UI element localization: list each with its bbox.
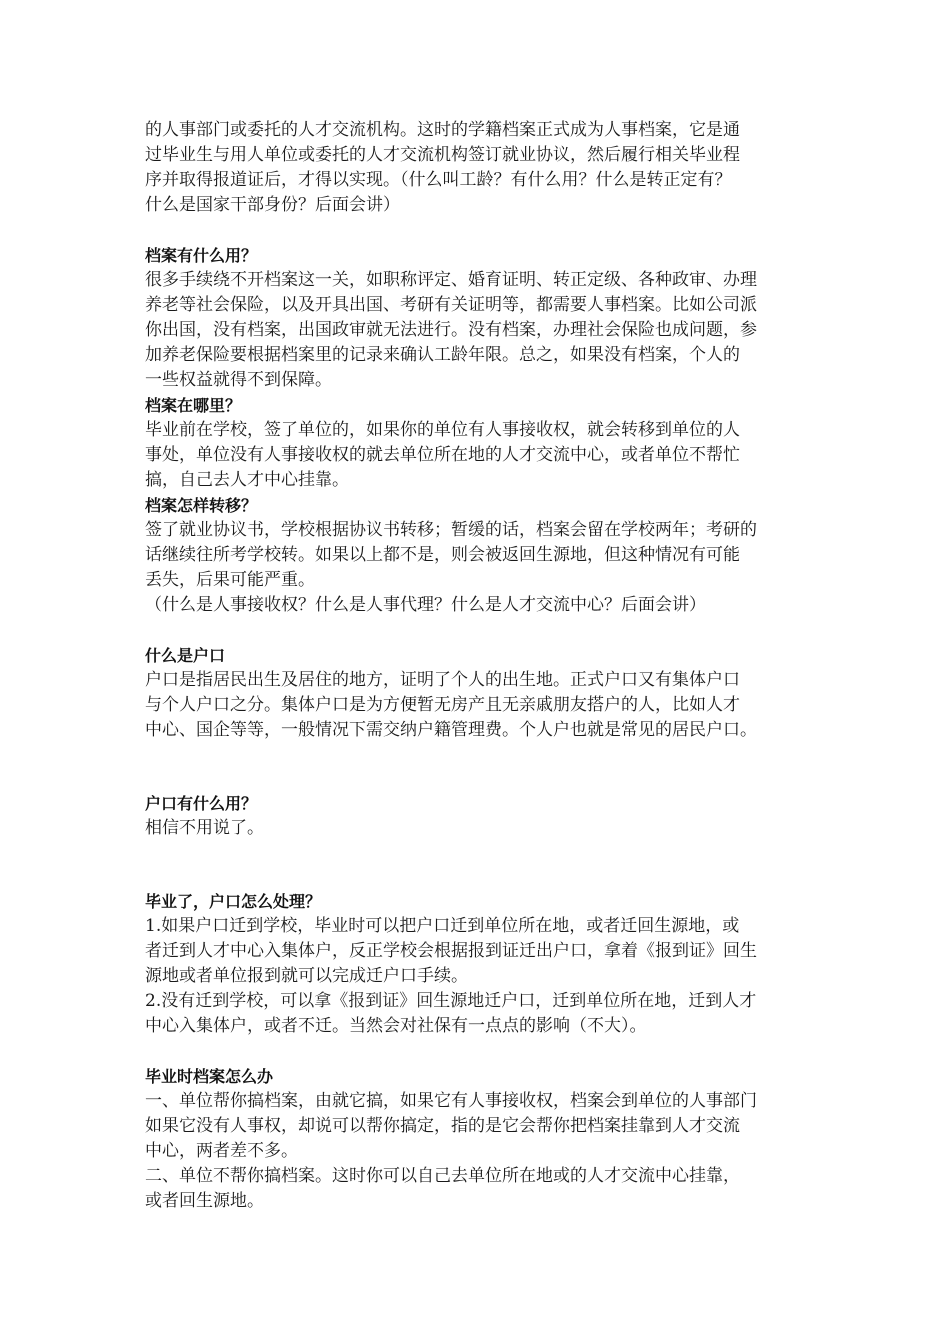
paragraph-line: 户口是指居民出生及居住的地方，证明了个人的出生地。正式户口又有集体户口	[145, 670, 740, 690]
spacer	[145, 618, 815, 643]
spacer	[145, 743, 815, 791]
section-archive-use	[145, 243, 815, 393]
section-heading: 户口有什么用？	[145, 794, 258, 813]
section-hukou-use	[145, 791, 815, 841]
paragraph-line: 者迁到人才中心入集体户，反正学校会根据报到证迁出户口，拿着《报到证》回生	[145, 941, 757, 961]
paragraph-line: 序并取得报道证后，才得以实现。（什么叫工龄？有什么用？什么是转正定有？	[145, 170, 732, 190]
paragraph-line: 加养老保险要根据档案里的记录来确认工龄年限。总之，如果没有档案，个人的	[145, 345, 740, 365]
section-heading: 档案在哪里？	[145, 396, 242, 415]
section-archive-transfer	[145, 493, 815, 618]
intro-paragraph	[145, 118, 815, 218]
section-heading: 档案怎样转移？	[145, 496, 258, 515]
section-heading: 档案有什么用？	[145, 246, 258, 265]
section-hukou-graduation	[145, 889, 815, 1039]
section-heading: 毕业了，户口怎么处理？	[145, 892, 322, 911]
paragraph-line: 2.没有迁到学校，可以拿《报到证》回生源地迁户口，迁到单位所在地，迁到人才	[145, 991, 757, 1011]
spacer	[145, 1039, 815, 1064]
paragraph-line: 相信不用说了。	[145, 818, 264, 838]
paragraph-line: 签了就业协议书，学校根据协议书转移；暂缓的话，档案会留在学校两年；考研的	[145, 520, 757, 540]
paragraph-line: 中心，两者差不多。	[145, 1141, 298, 1161]
paragraph-line: 中心入集体户，或者不迁。当然会对社保有一点点的影响（不大）。	[145, 1016, 647, 1036]
paragraph-line: 如果它没有人事权，却说可以帮你搞定，指的是它会帮你把档案挂靠到人才交流	[145, 1116, 740, 1136]
paragraph-line: 什么是国家干部身份？后面会讲）	[145, 195, 400, 215]
paragraph-line: 养老等社会保险，以及开具出国、考研有关证明等，都需要人事档案。比如公司派	[145, 295, 757, 315]
paragraph-line: 丢失，后果可能严重。	[145, 570, 315, 590]
paragraph-line: （什么是人事接收权？什么是人事代理？什么是人才交流中心？后面会讲）	[145, 595, 706, 615]
paragraph-line: 二、单位不帮你搞档案。这时你可以自己去单位所在地或的人才交流中心挂靠，	[145, 1166, 740, 1186]
paragraph-line: 一、单位帮你搞档案，由就它搞，如果它有人事接收权，档案会到单位的人事部门	[145, 1091, 757, 1111]
spacer	[145, 841, 815, 889]
paragraph-line: 过毕业生与用人单位或委托的人才交流机构签订就业协议，然后履行相关毕业程	[145, 145, 740, 165]
paragraph-line: 的人事部门或委托的人才交流机构。这时的学籍档案正式成为人事档案，它是通	[145, 120, 740, 140]
spacer	[145, 218, 815, 243]
paragraph-line: 中心、国企等等，一般情况下需交纳户籍管理费。个人户也就是常见的居民户口。	[145, 720, 757, 740]
section-archive-graduation	[145, 1064, 815, 1214]
paragraph-line: 话继续往所考学校转。如果以上都不是，则会被返回生源地，但这种情况有可能	[145, 545, 740, 565]
document-page	[145, 118, 815, 1214]
paragraph-line: 源地或者单位报到就可以完成迁户口手续。	[145, 966, 468, 986]
paragraph-line: 搞，自己去人才中心挂靠。	[145, 470, 349, 490]
paragraph-line: 毕业前在学校，签了单位的，如果你的单位有人事接收权，就会转移到单位的人	[145, 420, 740, 440]
paragraph-line: 你出国，没有档案，出国政审就无法进行。没有档案，办理社会保险也成问题，参	[145, 320, 757, 340]
paragraph-line: 1.如果户口迁到学校，毕业时可以把户口迁到单位所在地，或者迁回生源地，或	[145, 916, 740, 936]
paragraph-line: 或者回生源地。	[145, 1191, 264, 1211]
paragraph-line: 与个人户口之分。集体户口是为方便暂无房产且无亲戚朋友搭户的人，比如人才	[145, 695, 740, 715]
section-heading: 什么是户口	[145, 646, 226, 665]
paragraph-line: 一些权益就得不到保障。	[145, 370, 332, 390]
section-heading: 毕业时档案怎么办	[145, 1067, 274, 1086]
section-hukou-definition	[145, 643, 815, 743]
paragraph-line: 事处，单位没有人事接收权的就去单位所在地的人才交流中心，或者单位不帮忙	[145, 445, 740, 465]
paragraph-line: 很多手续绕不开档案这一关，如职称评定、婚育证明、转正定级、各种政审、办理	[145, 270, 757, 290]
section-archive-location	[145, 393, 815, 493]
